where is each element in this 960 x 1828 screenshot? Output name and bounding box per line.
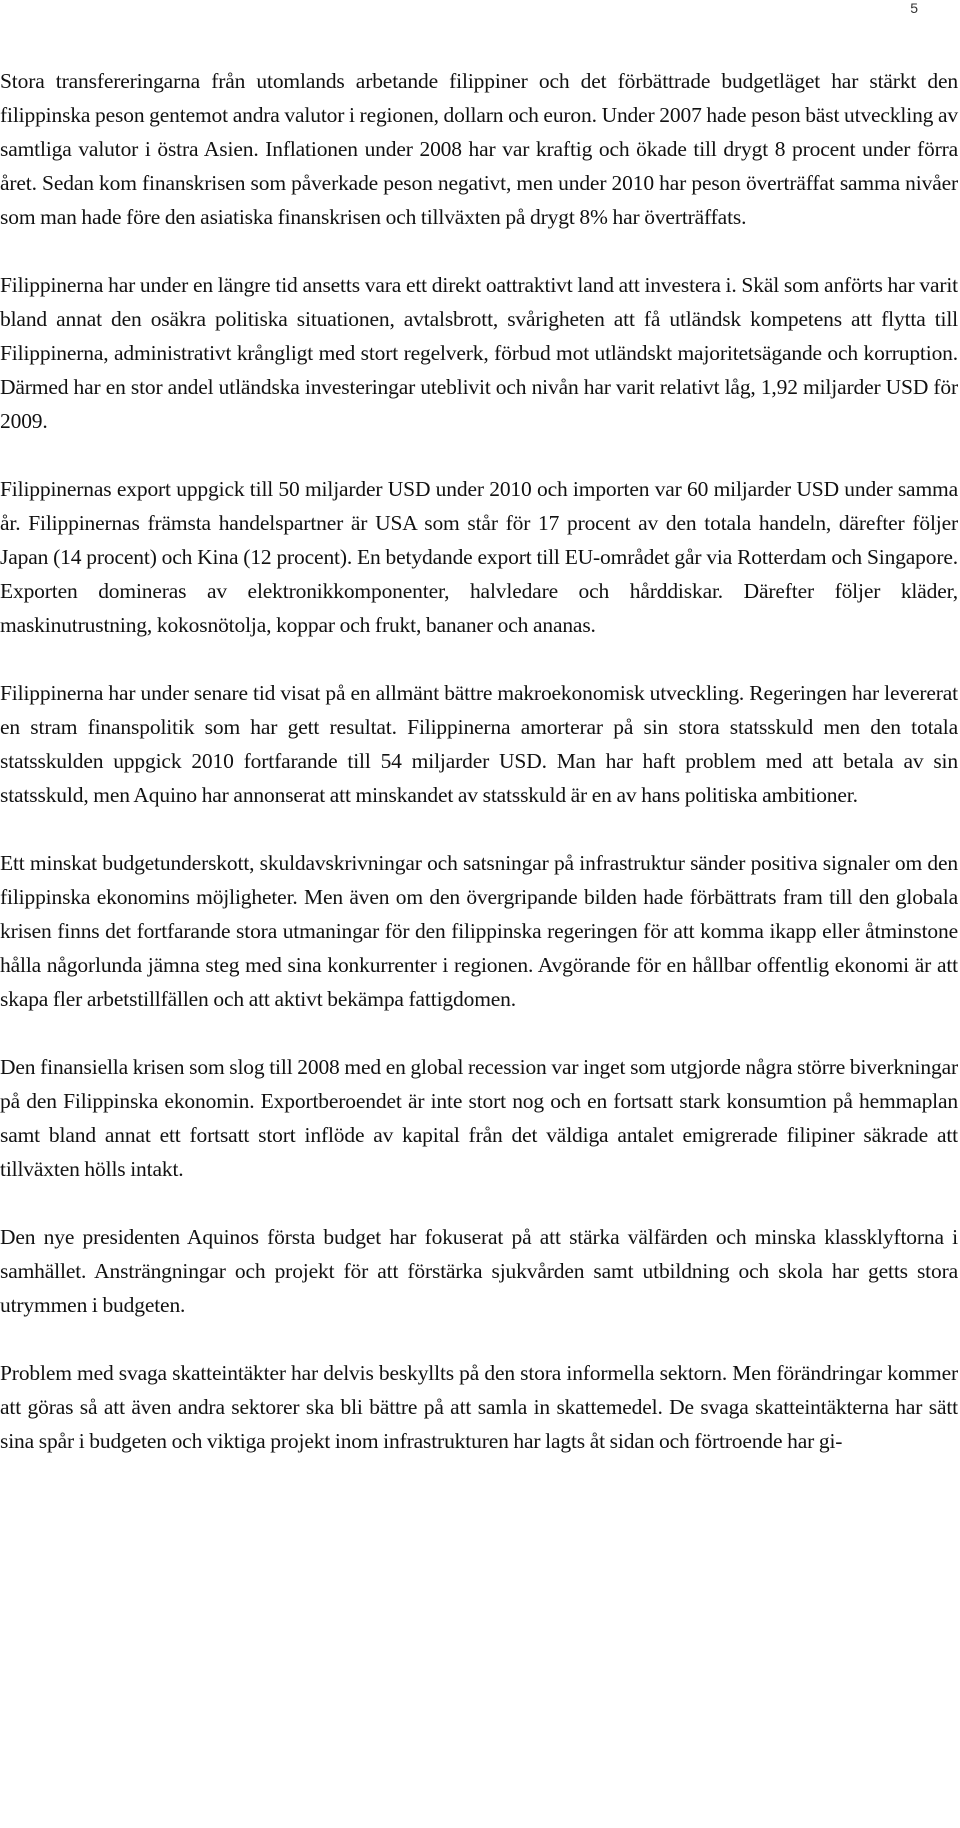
document-body	[0, 64, 958, 1458]
paragraph-trade: Filippinernas export uppgick till 50 miljarder USD under 2010 och importen var 60 miljarder USD under samma år. Filippinernas främsta handelspartner är USA som står för 17 procent av den totala handeln, därefter följer Japan (14 procent) och Kina (12 procent). En betydande export till EU-området går via Rotterdam och Singapore. Exporten domineras av elektronikkomponenter, halvledare och hårddiskar. Därefter följer kläder, maskinutrustning, kokosnötolja, koppar och frukt, bananer och ananas.	[0, 477, 958, 637]
paragraph-tax-revenue: Problem med svaga skatteintäkter har delvis beskyllts på den stora informella sektorn. Men förändringar kommer att göras så att även andra sektorer ska bli bättre på att samla in skattemedel. De svaga skatteintäkterna har sätt sina spår i budgeten och viktiga projekt inom infrastrukturen har lagts åt sidan och förtroende har gi-	[0, 1361, 958, 1453]
paragraph-financial-crisis: Den finansiella krisen som slog till 2008 med en global recession var inget som utgjorde några större biverkningar på den Filippinska ekonomin. Exportberoendet är inte stort nog och en fortsatt stark konsumtion på hemmaplan samt bland annat ett fortsatt stort inflöde av kapital från det väldiga antalet emigrerade filipiner säkrade att tillväxten hölls intakt.	[0, 1055, 958, 1181]
paragraph-aquino-budget: Den nye presidenten Aquinos första budget har fokuserat på att stärka välfärden och minska klassklyftorna i samhället. Ansträngningar och projekt för att förstärka sjukvården samt utbildning och skola har getts stora utrymmen i budgeten.	[0, 1225, 958, 1317]
paragraph-currency: Stora transfereringarna från utomlands arbetande filippiner och det förbättrade budgetläget har stärkt den filippinska peson gentemot andra valutor i regionen, dollarn och euron. Under 2007 hade peson bäst utveckling av samtliga valutor i östra Asien. Inflationen under 2008 har var kraftig och ökade till drygt 8 procent under förra året. Sedan kom finanskrisen som påverkade peson negativt, men under 2010 har peson överträffat samma nivåer som man hade före den asiatiska finanskrisen och tillväxten på drygt 8% har överträffats.	[0, 69, 958, 229]
paragraph-budget-deficit: Ett minskat budgetunderskott, skuldavskrivningar och satsningar på infrastruktur sänder positiva signaler om den filippinska ekonomins möjligheter. Men även om den övergripande bilden hade förbättrats fram till den globala krisen finns det fortfarande stora utmaningar för den filippinska regeringen för att komma ikapp eller åtminstone hålla någorlunda jämna steg med sina konkurrenter i regionen. Avgörande för en hållbar offentlig ekonomi är att skapa fler arbetstillfällen och att aktivt bekämpa fattigdomen.	[0, 851, 958, 1011]
paragraph-macroeconomics: Filippinerna har under senare tid visat på en allmänt bättre makroekonomisk utveckling. Regeringen har levererat en stram finanspolitik som har gett resultat. Filippinerna amorterar på sin stora statsskuld men den totala statsskulden uppgick 2010 fortfarande till 54 miljarder USD. Man har haft problem med att betala av sin statsskuld, men Aquino har annonserat att minskandet av statsskuld är en av hans politiska ambitioner.	[0, 681, 958, 807]
page-number: 5	[910, 0, 918, 16]
paragraph-investment-climate: Filippinerna har under en längre tid ansetts vara ett direkt oattraktivt land att investera i. Skäl som anförts har varit bland annat den osäkra politiska situationen, avtalsbrott, svårigheten att få utländsk kompetens att flytta till Filippinerna, administrativt krångligt med stort regelverk, förbud mot utländskt majoritetsägande och korruption. Därmed har en stor andel utländska investeringar uteblivit och nivån har varit relativt låg, 1,92 miljarder USD för 2009.	[0, 273, 958, 433]
